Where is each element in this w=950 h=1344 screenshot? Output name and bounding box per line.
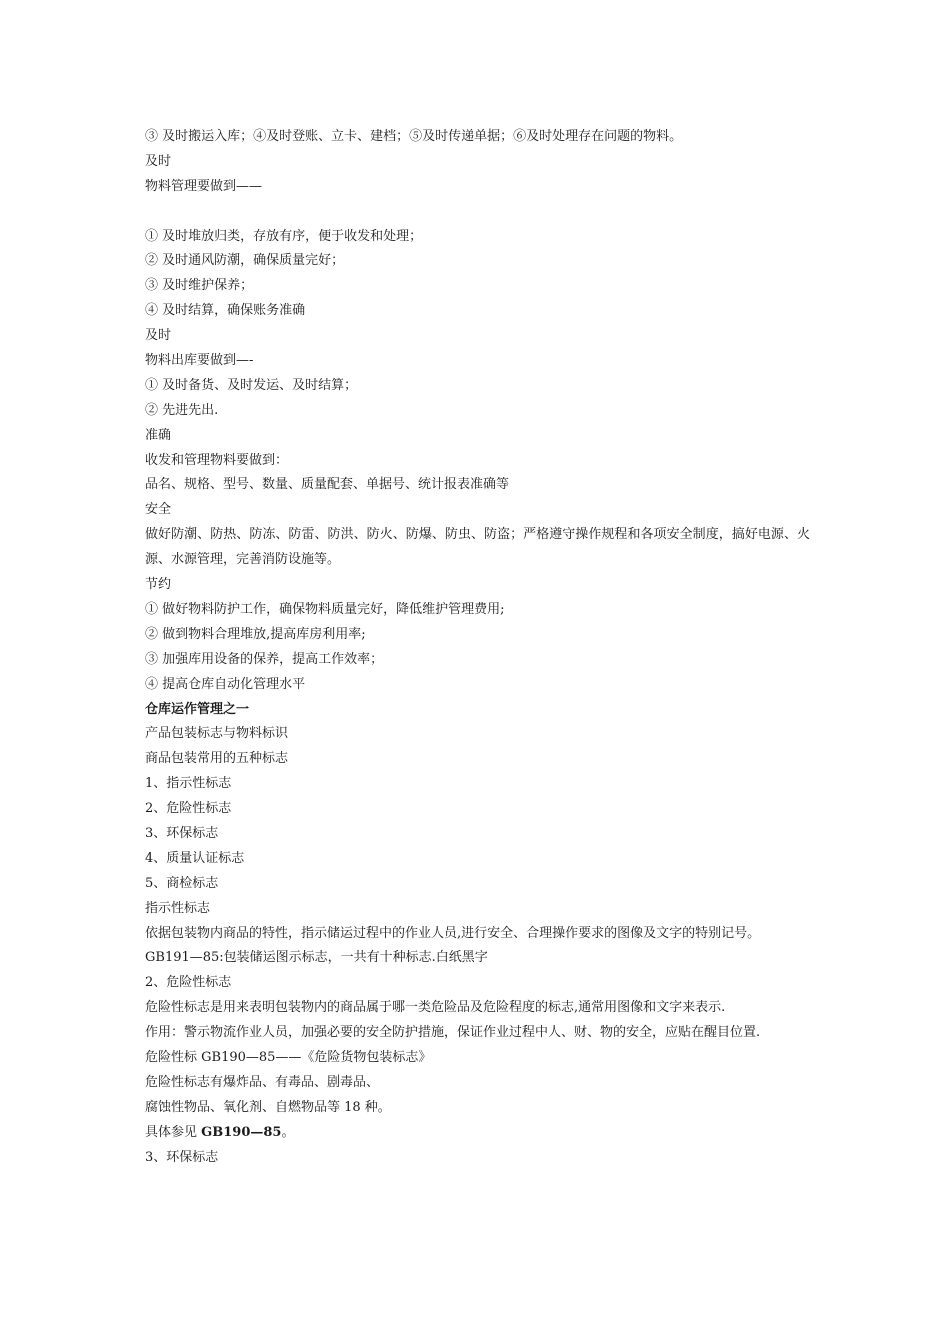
list-item: 5、商检标志: [145, 875, 219, 891]
list-item: 4、质量认证标志: [145, 850, 245, 866]
reference-suffix: 。: [281, 1124, 295, 1140]
list-item: 3、环保标志: [145, 825, 219, 841]
list-item: ③ 及时维护保养；: [145, 278, 254, 294]
text-line: 商品包装常用的五种标志: [145, 751, 289, 767]
list-item: 2、危险性标志: [145, 801, 232, 817]
section-heading: 准确: [145, 427, 172, 443]
paragraph: 作用：警示物流作业人员，加强必要的安全防护措施，保证作业过程中人、财、物的安全，应贴在醒目位置.: [145, 1025, 761, 1041]
text-line: 收发和管理物料要做到：: [145, 452, 289, 468]
list-item: ③ 加强库用设备的保养，提高工作效率；: [145, 651, 384, 667]
list-item: ① 及时备货、及时发运、及时结算；: [145, 377, 358, 393]
text-line: 物料出库要做到—-: [145, 353, 254, 369]
section-heading: 及时: [145, 153, 172, 169]
list-item: ② 及时通风防潮，确保质量完好；: [145, 253, 345, 269]
standard-code: GB190—85: [201, 1124, 282, 1140]
text-line: 危险性标志有爆炸品、有毒品、剧毒品、: [145, 1074, 380, 1090]
list-item: 1、指示性标志: [145, 776, 232, 792]
list-item: ④ 及时结算，确保账务准确: [145, 303, 306, 319]
text-line: 3、环保标志: [145, 1149, 219, 1165]
paragraph: 做好防潮、防热、防冻、防雷、防洪、防火、防爆、防虫、防盗；严格遵守操作规程和各项安全制度，搞好电源、火源、水源管理，完善消防设施等。: [145, 527, 810, 568]
reference-line: [145, 1121, 810, 1146]
bold-heading: 仓库运作管理之一: [145, 701, 250, 717]
section-heading: 及时: [145, 328, 172, 344]
text-line: 产品包装标志与物料标识: [145, 726, 289, 742]
text-line: 2、危险性标志: [145, 975, 232, 991]
list-item: ④ 提高仓库自动化管理水平: [145, 676, 306, 692]
text-line: 危险性标志是用来表明包装物内的商品属于哪一类危险品及危险程度的标志,通常用图像和文字来表示.: [145, 1000, 726, 1016]
section-heading: 节约: [145, 577, 172, 593]
section-heading: 安全: [145, 502, 172, 518]
text-line: 品名、规格、型号、数量、质量配套、单据号、统计报表准确等: [145, 477, 510, 493]
paragraph: 依据包装物内商品的特性，指示储运过程中的作业人员,进行安全、合理操作要求的图像及文字的特别记号。: [145, 925, 761, 941]
text-line: 物料管理要做到——: [145, 178, 263, 194]
blank-line: [145, 200, 810, 225]
list-item: ① 做好物料防护工作，确保物料质量完好，降低维护管理费用;: [145, 601, 505, 617]
text-line: 危险性标 GB190—85——《危险货物包装标志》: [145, 1050, 432, 1066]
list-item: ① 及时堆放归类，存放有序，便于收发和处理；: [145, 228, 423, 244]
text-line: 腐蚀性物品、氧化剂、自燃物品等 18 种。: [145, 1099, 391, 1115]
document-body: [145, 125, 810, 1170]
text-line: GB191—85:包装储运图示标志，一共有十种标志.白纸黑字: [145, 950, 488, 966]
list-item: ② 做到物料合理堆放,提高库房利用率;: [145, 626, 366, 642]
section-heading: 指示性标志: [145, 900, 211, 916]
reference-prefix: 具体参见: [145, 1124, 198, 1140]
text-line: ③ 及时搬运入库；④及时登账、立卡、建档；⑤及时传递单据；⑥及时处理存在问题的物料。: [145, 129, 683, 144]
list-item: ② 先进先出.: [145, 402, 219, 418]
